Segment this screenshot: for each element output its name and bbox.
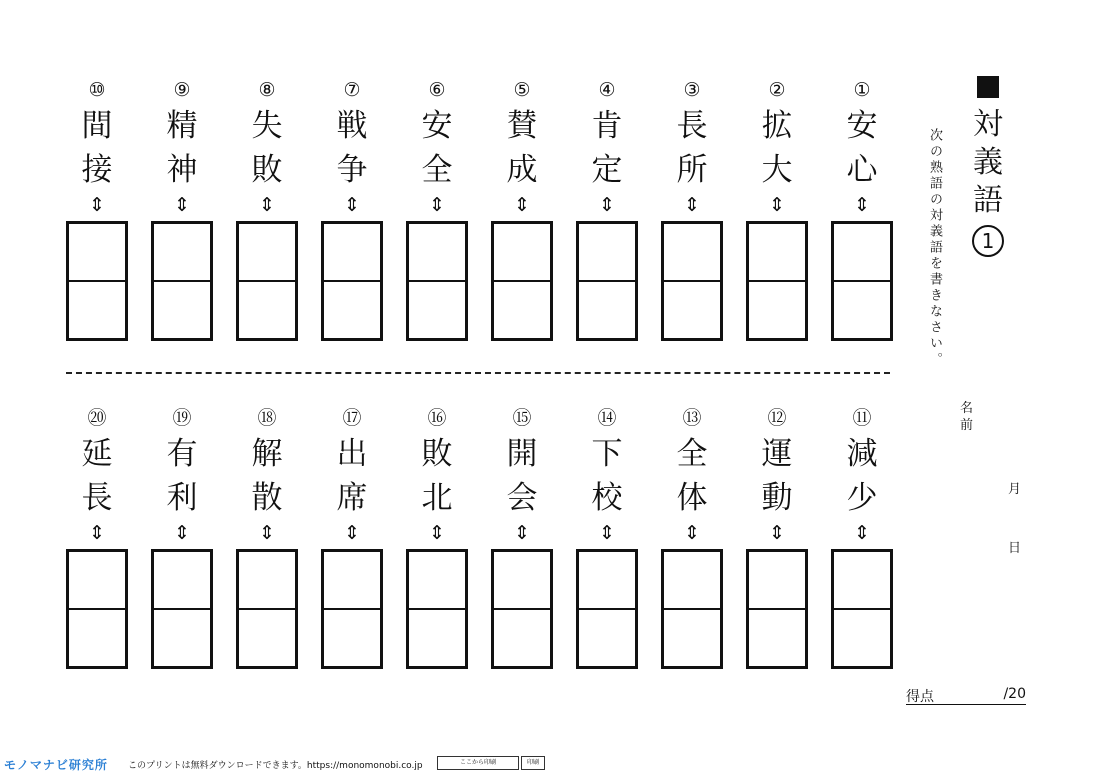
question-char-2: 争 [336, 152, 368, 188]
question-item [829, 78, 895, 341]
question-number: ⑦ [343, 79, 361, 101]
up-down-arrow-icon: ⇕ [769, 194, 785, 216]
box-divider [664, 280, 720, 282]
question-item [319, 406, 385, 669]
answer-box[interactable] [746, 221, 808, 341]
question-item [659, 406, 725, 669]
up-down-arrow-icon: ⇕ [599, 522, 615, 544]
answer-box[interactable] [66, 221, 128, 341]
question-item [64, 78, 130, 341]
question-char-2: 校 [591, 480, 623, 516]
day-label: 日 [1008, 541, 1022, 556]
question-item [744, 406, 810, 669]
question-item [149, 406, 215, 669]
site-logo: モノマナビ研究所 [4, 758, 108, 772]
question-char-1: 延 [81, 436, 113, 472]
question-char-2: 神 [166, 152, 198, 188]
question-item [744, 78, 810, 341]
question-char-1: 安 [846, 108, 878, 144]
up-down-arrow-icon: ⇕ [344, 522, 360, 544]
question-number: ⑬ [682, 407, 702, 429]
question-char-1: 出 [336, 436, 368, 472]
question-char-1: 安 [421, 108, 453, 144]
question-char-2: 所 [676, 152, 708, 188]
question-char-2: 動 [761, 480, 793, 516]
question-char-2: 成 [506, 152, 538, 188]
answer-box[interactable] [236, 549, 298, 669]
question-number: ⑤ [513, 79, 531, 101]
box-divider [664, 608, 720, 610]
question-char-2: 大 [761, 152, 793, 188]
question-char-1: 肯 [591, 108, 623, 144]
up-down-arrow-icon: ⇕ [174, 522, 190, 544]
question-number: ① [853, 79, 871, 101]
answer-box[interactable] [831, 221, 893, 341]
answer-box[interactable] [236, 221, 298, 341]
box-divider [324, 608, 380, 610]
answer-box[interactable] [406, 221, 468, 341]
question-char-1: 失 [251, 108, 283, 144]
answer-box[interactable] [661, 221, 723, 341]
month-label: 月 [1008, 482, 1022, 497]
question-char-2: 定 [591, 152, 623, 188]
question-item [319, 78, 385, 341]
question-number: ④ [598, 79, 616, 101]
black-square-icon [977, 76, 999, 98]
question-char-2: 少 [846, 480, 878, 516]
box-divider [834, 280, 890, 282]
answer-box[interactable] [151, 221, 213, 341]
up-down-arrow-icon: ⇕ [854, 194, 870, 216]
question-number: ⑥ [428, 79, 446, 101]
question-char-1: 全 [676, 436, 708, 472]
question-number: ⑲ [172, 407, 192, 429]
question-char-2: 長 [81, 480, 113, 516]
question-number: ⑭ [597, 407, 617, 429]
question-char-1: 開 [506, 436, 538, 472]
question-number: ⑪ [852, 407, 872, 429]
question-number: ⑫ [767, 407, 787, 429]
question-number: ⑯ [427, 407, 447, 429]
question-char-2: 全 [421, 152, 453, 188]
question-char-2: 席 [336, 480, 368, 516]
title-char-3: 語 [973, 183, 1003, 218]
question-number: ⑨ [173, 79, 191, 101]
footer [0, 752, 1100, 774]
up-down-arrow-icon: ⇕ [89, 194, 105, 216]
up-down-arrow-icon: ⇕ [89, 522, 105, 544]
question-item [829, 406, 895, 669]
box-divider [324, 280, 380, 282]
box-divider [154, 280, 210, 282]
title-char-2: 義 [973, 145, 1003, 180]
box-divider [154, 608, 210, 610]
up-down-arrow-icon: ⇕ [174, 194, 190, 216]
answer-box[interactable] [491, 221, 553, 341]
question-number: ⑳ [87, 407, 107, 429]
score-total: /20 [1003, 686, 1026, 702]
up-down-arrow-icon: ⇕ [259, 522, 275, 544]
answer-box[interactable] [406, 549, 468, 669]
up-down-arrow-icon: ⇕ [344, 194, 360, 216]
question-item [404, 78, 470, 341]
question-item [404, 406, 470, 669]
box-divider [579, 280, 635, 282]
question-char-2: 心 [846, 152, 878, 188]
level-badge: 1 [972, 225, 1004, 257]
question-char-1: 敗 [421, 436, 453, 472]
instruction-text: 次の熟語の対義語を書きなさい。 [927, 128, 942, 368]
question-number: ⑩ [88, 79, 106, 101]
up-down-arrow-icon: ⇕ [514, 522, 530, 544]
up-down-arrow-icon: ⇕ [684, 194, 700, 216]
question-number: ⑮ [512, 407, 532, 429]
question-char-2: 会 [506, 480, 538, 516]
question-char-1: 有 [166, 436, 198, 472]
up-down-arrow-icon: ⇕ [429, 522, 445, 544]
answer-box[interactable] [491, 549, 553, 669]
question-char-1: 拡 [761, 108, 793, 144]
title-char-1: 対 [973, 107, 1003, 142]
box-divider [834, 608, 890, 610]
up-down-arrow-icon: ⇕ [599, 194, 615, 216]
print-button[interactable]: 印刷 [521, 756, 545, 770]
question-item [234, 78, 300, 341]
box-divider [239, 280, 295, 282]
score-label: 得点 [906, 689, 934, 705]
question-char-2: 敗 [251, 152, 283, 188]
box-divider [494, 608, 550, 610]
answer-box[interactable] [151, 549, 213, 669]
answer-box[interactable] [661, 549, 723, 669]
answer-box[interactable] [321, 221, 383, 341]
dashed-divider [66, 372, 890, 374]
question-char-1: 下 [591, 436, 623, 472]
up-down-arrow-icon: ⇕ [854, 522, 870, 544]
answer-box[interactable] [831, 549, 893, 669]
question-item [489, 406, 555, 669]
box-divider [69, 280, 125, 282]
up-down-arrow-icon: ⇕ [429, 194, 445, 216]
score-field [906, 686, 1026, 705]
question-number: ⑰ [342, 407, 362, 429]
box-divider [749, 608, 805, 610]
question-item [64, 406, 130, 669]
question-number: ⑧ [258, 79, 276, 101]
box-divider [579, 608, 635, 610]
question-number: ③ [683, 79, 701, 101]
question-number: ⑱ [257, 407, 277, 429]
question-char-2: 利 [166, 480, 198, 516]
answer-box[interactable] [66, 549, 128, 669]
question-item [489, 78, 555, 341]
question-item [234, 406, 300, 669]
answer-box[interactable] [321, 549, 383, 669]
box-divider [409, 280, 465, 282]
name-label: 名前 [960, 401, 974, 433]
up-down-arrow-icon: ⇕ [769, 522, 785, 544]
up-down-arrow-icon: ⇕ [514, 194, 530, 216]
question-char-1: 減 [846, 436, 878, 472]
question-item [574, 78, 640, 341]
question-char-1: 戦 [336, 108, 368, 144]
question-char-1: 精 [166, 108, 198, 144]
up-down-arrow-icon: ⇕ [259, 194, 275, 216]
question-item [659, 78, 725, 341]
box-divider [409, 608, 465, 610]
answer-box[interactable] [576, 221, 638, 341]
answer-box[interactable] [746, 549, 808, 669]
answer-box[interactable] [576, 549, 638, 669]
question-char-1: 間 [81, 108, 113, 144]
footer-text: このプリントは無料ダウンロードできます。https://monomonobi.co.jp [128, 761, 423, 771]
question-char-1: 運 [761, 436, 793, 472]
print-link-button[interactable]: ここから印刷 [437, 756, 519, 770]
question-char-2: 体 [676, 480, 708, 516]
up-down-arrow-icon: ⇕ [684, 522, 700, 544]
box-divider [239, 608, 295, 610]
question-char-1: 賛 [506, 108, 538, 144]
question-item [574, 406, 640, 669]
box-divider [749, 280, 805, 282]
worksheet-title [972, 72, 1004, 258]
question-number: ② [768, 79, 786, 101]
question-char-2: 北 [421, 480, 453, 516]
question-char-1: 解 [251, 436, 283, 472]
question-char-1: 長 [676, 108, 708, 144]
question-item [149, 78, 215, 341]
box-divider [69, 608, 125, 610]
question-char-2: 散 [251, 480, 283, 516]
question-char-2: 接 [81, 152, 113, 188]
box-divider [494, 280, 550, 282]
